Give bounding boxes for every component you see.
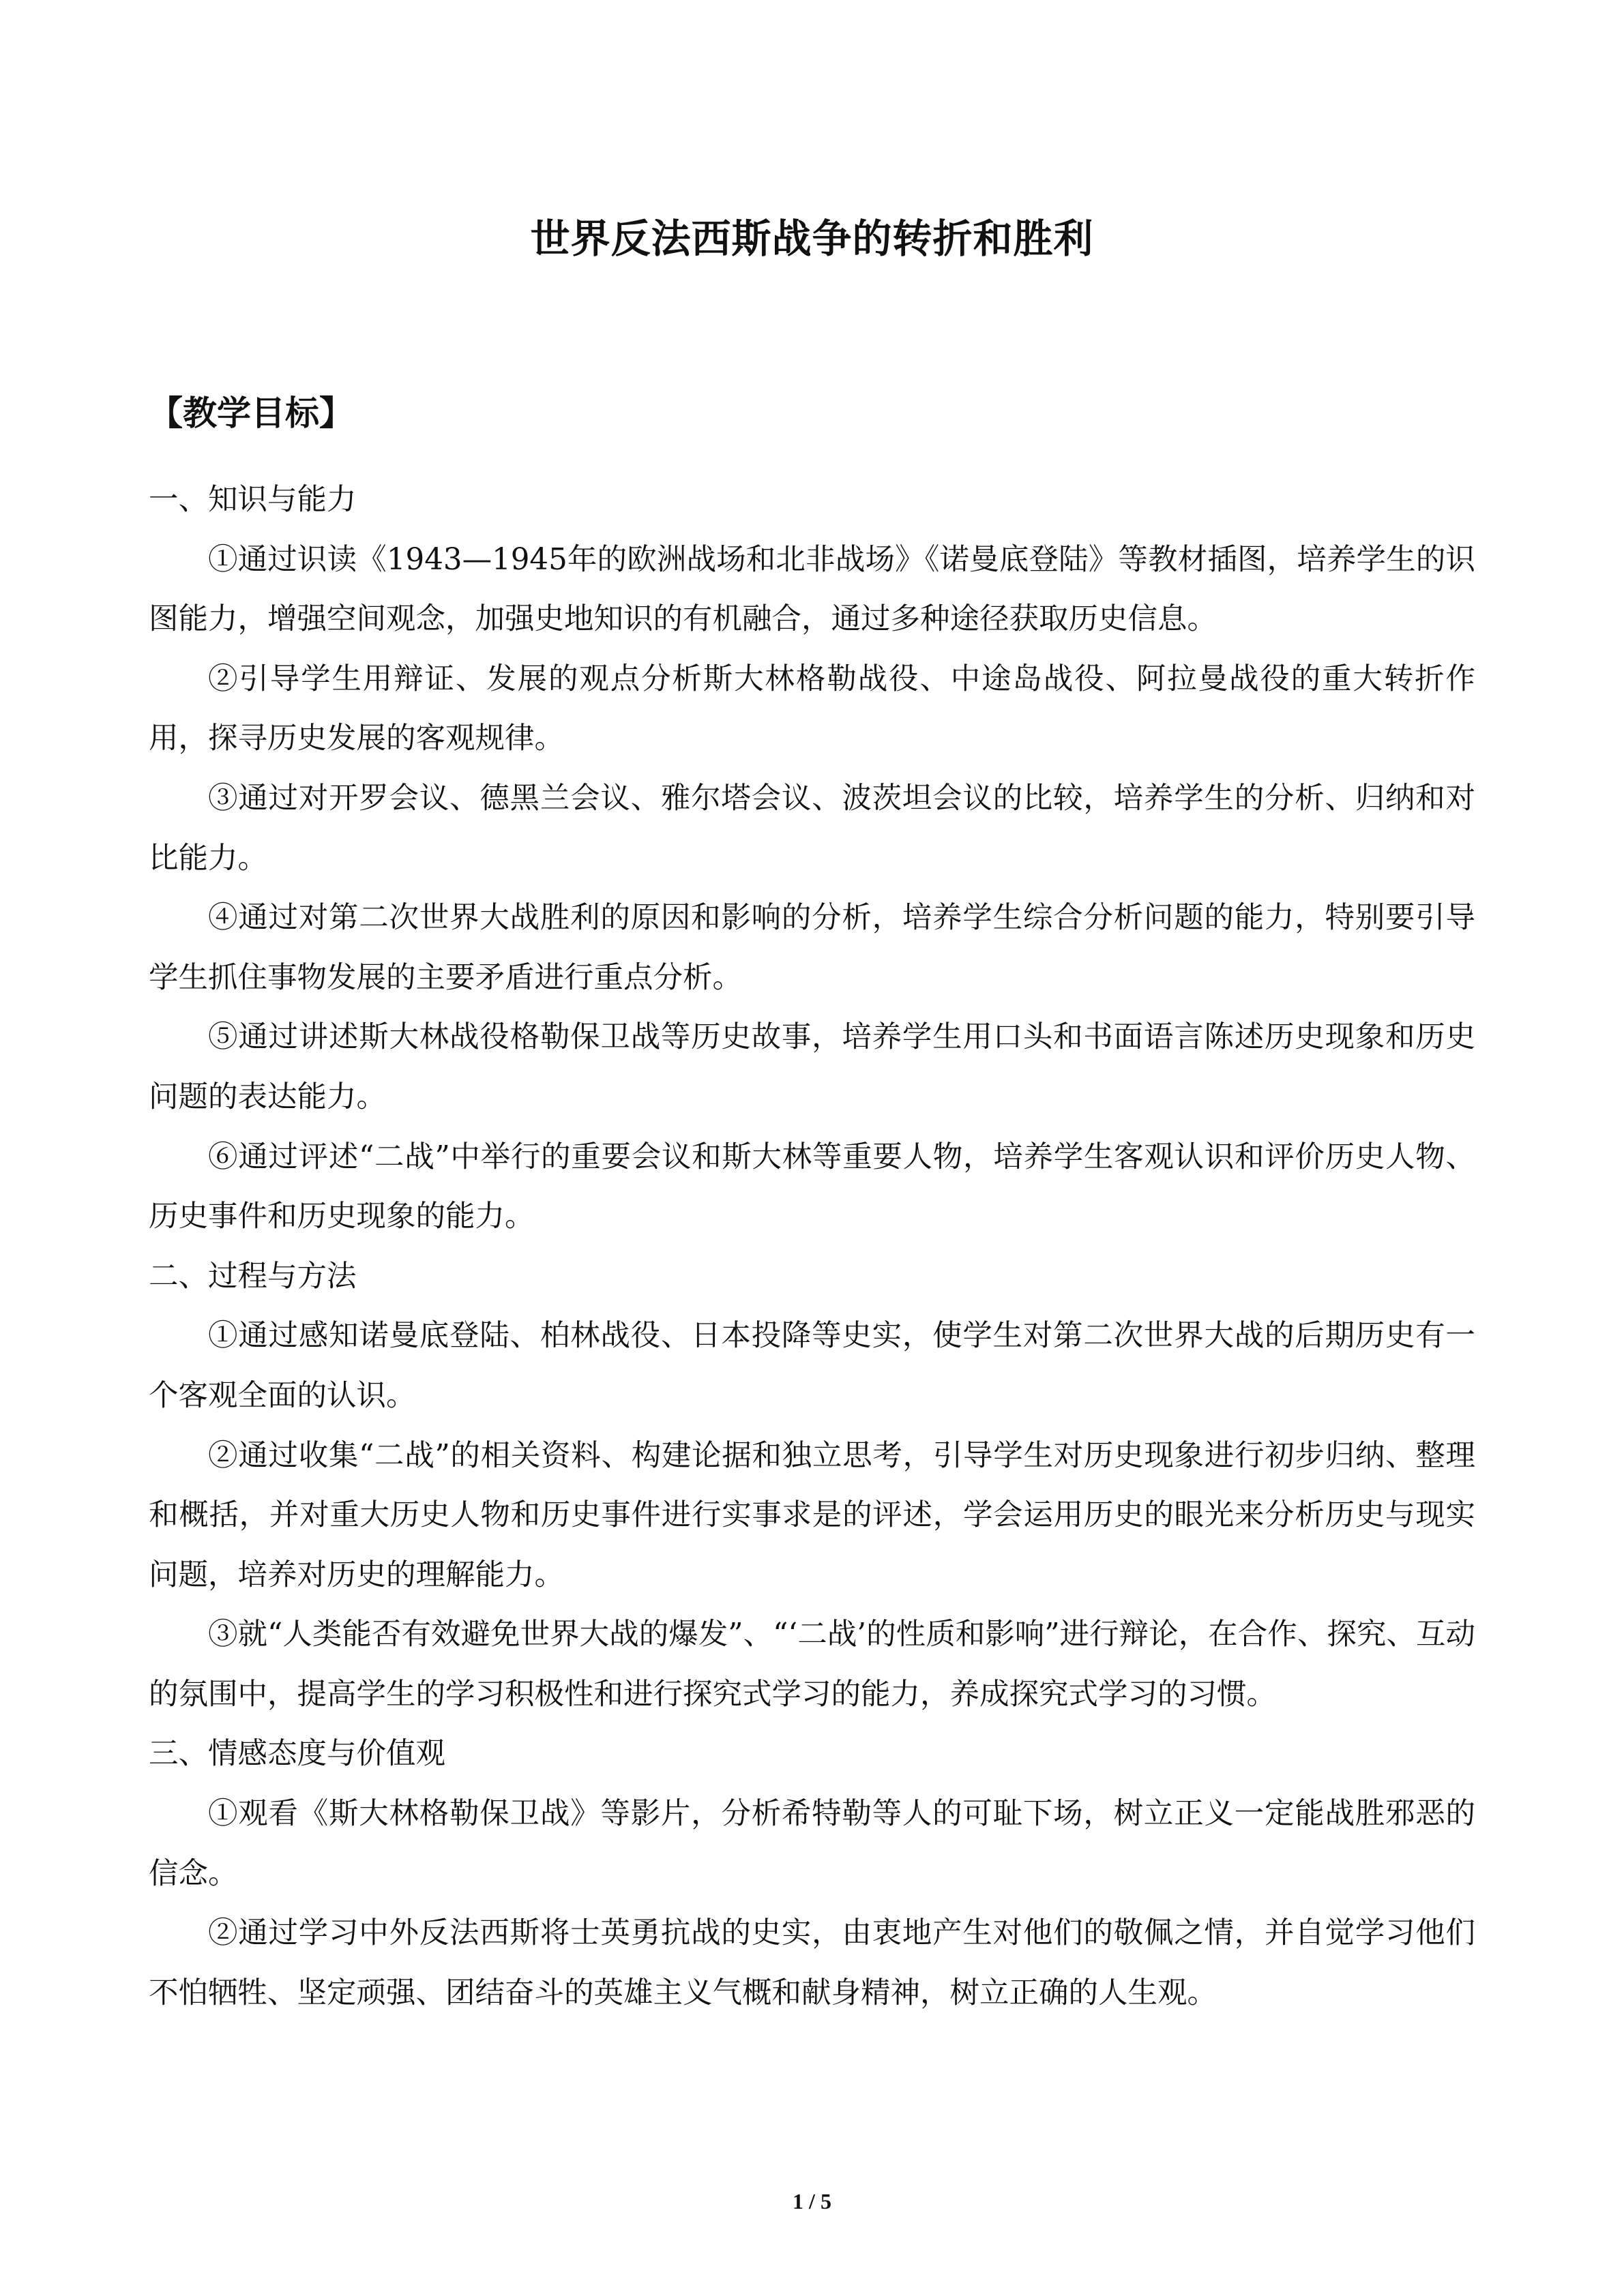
paragraph: ②引导学生用辩证、发展的观点分析斯大林格勒战役、中途岛战役、阿拉曼战役的重大转折作用，探寻历史发展的客观规律。: [149, 661, 1475, 756]
subsection-heading-process: 二、过程与方法: [149, 1259, 357, 1294]
paragraph: ①通过感知诺曼底登陆、柏林战役、日本投降等史实，使学生对第二次世界大战的后期历史有一个客观全面的认识。: [149, 1319, 1475, 1413]
paragraph: ⑥通过评述“二战”中举行的重要会议和斯大林等重要人物，培养学生客观认识和评价历史人物、历史事件和历史现象的能力。: [149, 1139, 1475, 1234]
subsection-heading-values: 三、情感态度与价值观: [149, 1737, 445, 1772]
paragraph: ②通过学习中外反法西斯将士英勇抗战的史实，由衷地产生对他们的敬佩之情，并自觉学习他们不怕牺牲、坚定顽强、团结奋斗的英雄主义气概和献身精神，树立正确的人生观。: [149, 1916, 1475, 2010]
paragraph: ③通过对开罗会议、德黑兰会议、雅尔塔会议、波茨坦会议的比较，培养学生的分析、归纳和对比能力。: [149, 781, 1475, 876]
section-heading-teaching-objectives: 【教学目标】: [149, 393, 353, 433]
subsection-heading-knowledge: 一、知识与能力: [149, 483, 357, 517]
paragraph: ②通过收集“二战”的相关资料、构建论据和独立思考，引导学生对历史现象进行初步归纳、整理和概括，并对重大历史人物和历史事件进行实事求是的评述，学会运用历史的眼光来分析历史与现实问题，培养对历史的理解能力。: [149, 1438, 1475, 1592]
paragraph: ①通过识读《1943—1945年的欧洲战场和北非战场》《诺曼底登陆》等教材插图，培养学生的识图能力，增强空间观念，加强史地知识的有机融合，通过多种途径获取历史信息。: [149, 542, 1475, 637]
page-number: 1 / 5: [793, 2189, 831, 2213]
paragraph: ①观看《斯大林格勒保卫战》等影片，分析希特勒等人的可耻下场，树立正义一定能战胜邪恶的信念。: [149, 1797, 1475, 1891]
document-title: 世界反法西斯战争的转折和胜利: [530, 215, 1094, 262]
document-body: [149, 471, 1475, 2023]
paragraph: ③就“人类能否有效避免世界大战的爆发”、“‘二战’的性质和影响”进行辩论，在合作、探究、互动的氛围中，提高学生的学习积极性和进行探究式学习的能力，养成探究式学习的习惯。: [149, 1617, 1475, 1712]
paragraph: ④通过对第二次世界大战胜利的原因和影响的分析，培养学生综合分析问题的能力，特别要引导学生抓住事物发展的主要矛盾进行重点分析。: [149, 901, 1475, 995]
paragraph: ⑤通过讲述斯大林战役格勒保卫战等历史故事，培养学生用口头和书面语言陈述历史现象和历史问题的表达能力。: [149, 1020, 1475, 1114]
